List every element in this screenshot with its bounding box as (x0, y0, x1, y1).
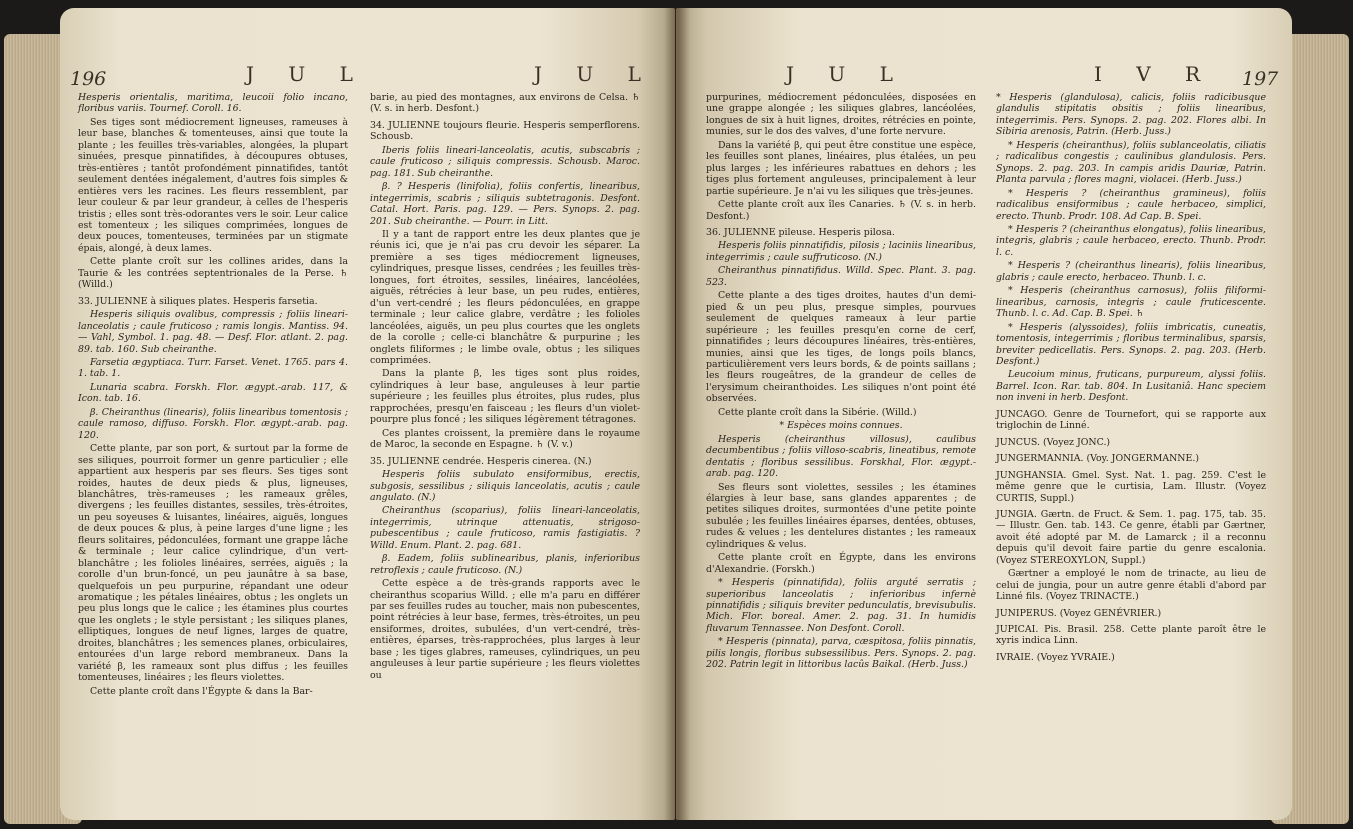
paragraph: Cheiranthus pinnatifidus. Willd. Spec. Plant. 3. pag. 523. (706, 265, 976, 288)
paragraph: Hesperis orientalis, maritima, leucoii folio incano, floribus variis. Tournef. Coroll. 16. (78, 92, 348, 115)
paragraph: β. Eadem, foliis sublinearibus, planis, inferioribus retroflexis ; caule fruticoso. (N.) (370, 553, 640, 576)
paragraph: Cette espèce a de très-grands rapports avec le cheiranthus scoparius Willd. ; elle m'a paru en différer par ses feuilles rudes au toucher, mais non pubescentes, point rétrécies à leur base, fermes, très-étroites, un peu ensiformes, droites, subulées, d'un vert-cendré, très-entières, éparses, très-rapprochées, plus larges à leur base ; les tiges glabres, rameuses, cylindriques, un peu anguleuses à leur partie supérieure ; les fleurs violettes ou (370, 578, 640, 681)
paragraph: Iberis foliis lineari-lanceolatis, acutis, subscabris ; caule fruticoso ; siliquis compressis. Schousb. Maroc. pag. 181. Sub cheiranthe. (370, 144, 640, 179)
paragraph: Hesperis (cheiranthus villosus), caulibus decumbentibus ; foliis villoso-scabris, lineatibus, remote dentatis ; floribus sessilibus. Forskhal, Flor. ægypt.-arab. pag. 120. (706, 433, 976, 480)
paragraph: Farsetia ægyptiaca. Turr. Farset. Venet. 1765. pars 4. 1. tab. 1. (78, 356, 348, 380)
page-number-left: 196 (70, 68, 107, 90)
paragraph: 36. JULIENNE pileuse. Hesperis pilosa. (706, 226, 895, 238)
paragraph: Hesperis foliis subulato ensiformibus, erectis, subgosis, sessilibus ; siliquis lanceolatis, acutis ; caule angulato. (N.) (370, 469, 640, 503)
paragraph: Cette plante croît dans la Sibérie. (Willd.) (718, 406, 917, 418)
paragraph: Dans la plante β, les tiges sont plus roides, cylindriques à leur base, anguleuses à leur partie supérieure ; les feuilles plus étroites, plus rudes, plus rapprochées, presqu'en faisceau ; les fleurs d'un violet-pourpre plus foncé ; les siliques légèrement tétragones. (370, 368, 640, 426)
paragraph: 34. JULIENNE toujours fleurie. Hesperis semperflorens. Schousb. (370, 119, 640, 143)
text-column (78, 92, 348, 699)
paragraph: 33. JULIENNE à siliques plates. Hesperis farsetia. (78, 295, 318, 307)
left-page (60, 8, 675, 820)
paragraph: Ses tiges sont médiocrement ligneuses, rameuses à leur base, blanches & tomenteuses, ainsi que toute la plante ; les feuilles très-variables, alongées, la plupart sinuées, presque pinnatifides, à découpures obtuses, très-entières ; tantôt profondément pinnatifides, tantôt seulement dentées inégalement, d'autres fois simples & entières vers les racines. Les fleurs ressemblent, par leur couleur & par leur grandeur, à celles de l'hesperis tristis ; elles sont très-odorantes vers le soir. Leur calice est tomenteux ; les siliques comprimées, longues de deux pouces, tomenteuses, terminées par un stigmate épais, alongé, à deux lames. (78, 116, 348, 254)
running-head: J U L (246, 62, 367, 86)
running-head: J U L (534, 62, 655, 86)
paragraph: Cette plante a des tiges droites, hautes d'un demi-pied & un peu plus, presque simples, pourvues seulement de quelques rameaux à leur partie supérieure ; les feuilles presqu'en corne de cerf, pinnatifides ; leurs découpures linéaires, très-entières, munies, ainsi que les tiges, de longs poils blancs, particulièrement vers leurs bords, & de points saillans ; les fleurs rougeâtres, de la grandeur de celles de l'erysimum cheiranthoides. Les siliques n'ont point été observées. (706, 290, 976, 405)
paragraph: purpurines, médiocrement pédonculées, disposées en une grappe alongée ; les siliques glabres, lancéolées, longues de six à huit lignes, droites, rétrécies en pointe, munies, sur le dos des valves, d'une forte nervure. (706, 92, 976, 138)
paragraph: Il y a tant de rapport entre les deux plantes que je réunis ici, que je n'ai pas cru devoir les séparer. La première a ses tiges médiocrement ligneuses, cylindriques, presque lisses, cendrées ; les feuilles très-longues, fort étroites, sessiles, linéaires, lancéolées, aiguës, rétrécies à leur base, un peu rudes, entières, d'un vert-cendré ; les fleurs pédonculées, en grappe terminale ; leur calice glabre, verdâtre ; les folioles lancéolées, aiguës, un peu plus courtes que les onglets de la corolle ; celle-ci blanchâtre & purpurine ; les onglets filiformes ; le limbe ovale, obtus ; les siliques comprimées. (370, 228, 640, 366)
paragraph: JUPICAI. Pis. Brasil. 258. Cette plante paroît être le xyris indica Linn. (996, 624, 1266, 647)
paragraph: Cette plante, par son port, & surtout par la forme de ses siliques, pourroit former un genre particulier ; elle appartient aux hesperis par ses fleurs. Ses tiges sont roides, hautes de deux pieds & plus, ligneuses, blanchâtres, très-rameuses ; les rameaux grêles, divergens ; les feuilles distantes, sessiles, très-étroites, un peu soyeuses & luisantes, linéaires, aiguës, longues de deux pouces & plus, à peine larges d'une ligne ; les fleurs solitaires, pédonculées, formant une grappe lâche & terminale ; leur calice cylindrique, d'un vert-blanchâtre ; les folioles linéaires, serrées, aiguës ; la corolle d'un brun-foncé, un peu jaunâtre à sa base, quelquefois un peu purpurine, répandant une odeur aromatique ; les pétales linéaires, obtus ; les onglets un peu plus longs que le calice ; les étamines plus courtes que les onglets ; le style persistant ; les siliques planes, elliptiques, longues de neuf lignes, larges de quatre, droites, blanchâtres ; les semences planes, orbiculaires, entourées d'un large rebord membraneux. Dans la variété β, les rameaux sont plus diffus ; les feuilles tomenteuses, linéaires ; les fleurs violettes. (78, 443, 348, 684)
paragraph: 35. JULIENNE cendrée. Hesperis cinerea. (N.) (370, 455, 592, 467)
running-head: I V R (1094, 62, 1215, 86)
paragraph: * Hesperis (alyssoides), foliis imbricatis, cuneatis, tomentosis, integerrimis ; floribus terminalibus, sparsis, breviter pedicellatis. Pers. Synops. 2. pag. 203. (Herb. Desfont.) (996, 321, 1266, 367)
paragraph: * Hesperis (cheiranthus), foliis sublanceolatis, ciliatis ; radicalibus congestis ; caulinibus glandulosis. Pers. Synops. 2. pag. 203. In campis aridis Dauriæ, Patrin. Planta parvula ; flores magni, violacei. (Herb. Juss.) (996, 139, 1266, 186)
paragraph: β. Cheiranthus (linearis), foliis linearibus tomentosis ; caule ramoso, diffuso. Forskh. Flor. ægypt.-arab. pag. 120. (78, 406, 348, 441)
paragraph: * Hesperis ? (cheiranthus gramineus), foliis radicalibus ensiformibus ; caule herbaceo, simplici, erecto. Thunb. Prodr. 108. Ad Cap. B. Spei. (996, 187, 1266, 222)
paragraph: Gærtner a employé le nom de trinacte, au lieu de celui de jungia, pour un autre genre établi d'abord par Linné fils. (Voyez TRINACTE.) (996, 568, 1266, 603)
paragraph: β. ? Hesperis (linifolia), foliis confertis, linearibus, integerrimis, scabris ; siliquis subtetragonis. Desfont. Catal. Hort. Paris. pag. 129. — Pers. Synops. 2. pag. 201. Sub cheiranthe. — Pourr. in Litt. (370, 181, 640, 227)
page-number-right: 197 (1242, 68, 1279, 90)
text-column (996, 92, 1266, 665)
paragraph: JUNGHANSIA. Gmel. Syst. Nat. 1. pag. 259. C'est le même genre que le curtisia, Lam. Illustr. (Voyez CURTIS, Suppl.) (996, 469, 1266, 504)
paragraph: Hesperis siliquis ovalibus, compressis ; foliis lineari-lanceolatis ; caule fruticoso ; ramis longis. Mantiss. 94. — Vahl, Symbol. 1. pag. 48. — Desf. Flor. atlant. 2. pag. 89. tab. 160. Sub cheiranthe. (78, 309, 348, 355)
paragraph: IVRAIE. (Voyez YVRAIE.) (996, 651, 1115, 663)
paragraph: Dans la variété β, qui peut être constitue une espèce, les feuilles sont planes, linéaires, plus étalées, un peu plus larges ; les inférieures rabattues en dehors ; les tiges plus fortement anguleuses, principalement à leur partie supérieure. Je n'ai vu les siliques que très-jeunes. (706, 139, 976, 197)
paragraph: * Hesperis (glandulosa), calicis, foliis radicibusque glandulis stipitatis obsitis ; foliis linearibus, integerrimis. Pers. Synops. 2. pag. 202. Flores albi. In Sibiria arenosis, Patrin. (Herb. Juss.) (996, 92, 1266, 138)
paragraph: * Hesperis (pinnata), parva, cæspitosa, foliis pinnatis, pilis longis, floribus subsessilibus. Pers. Synops. 2. pag. 202. Patrin legit in littoribus lacûs Baikal. (Herb. Juss.) (706, 636, 976, 671)
paragraph: Cheiranthus (scoparius), foliis lineari-lanceolatis, integerrimis, utrinque attenuatis, strigoso-pubescentibus ; caule fruticoso, ramis fastigiatis. ? Willd. Enum. Plant. 2. pag. 681. (370, 505, 640, 551)
paragraph: * Hesperis (pinnatifida), foliis arguté serratis ; superioribus lanceolatis ; inferioribus infernè pinnatifidis ; siliquis breviter pedunculatis, brevisubulis. Mich. Flor. boreal. Amer. 2. pag. 31. In humidis fluvarum Tennassee. Non Desfont. Coroll. (706, 577, 976, 634)
paragraph: Cette plante croît sur les collines arides, dans la Taurie & les contrées septentrionales de la Perse. ♄ (Willd.) (78, 256, 348, 291)
paragraph: * Hesperis ? (cheiranthus linearis), foliis linearibus, glabris ; caule erecto, herbaceo. Thunb. l. c. (996, 260, 1266, 283)
paragraph: barie, au pied des montagnes, aux environs de Celsa. ♄ (V. s. in herb. Desfont.) (370, 92, 640, 115)
paragraph: JUNCUS. (Voyez JONC.) (996, 436, 1111, 448)
paragraph: Hesperis foliis pinnatifidis, pilosis ; laciniis linearibus, integerrimis ; caule suffruticoso. (N.) (706, 240, 976, 263)
paragraph: * Hesperis (cheiranthus carnosus), foliis filiformi-linearibus, carnosis, integris ; caule fruticescente. Thunb. l. c. Ad. Cap. B. Spei. ♄ (996, 285, 1266, 320)
text-column (706, 92, 976, 673)
paragraph: JUNCAGO. Genre de Tournefort, qui se rapporte aux triglochin de Linné. (996, 408, 1266, 432)
paragraph: * Hesperis ? (cheiranthus elongatus), foliis linearibus, integris, glabris ; caule herbaceo, erecto. Thunb. Prodr. l. c. (996, 223, 1266, 258)
paragraph: JUNGIA. Gærtn. de Fruct. & Sem. 1. pag. 175, tab. 35. — Illustr. Gen. tab. 143. Ce genre, établi par Gærtner, avoit été adopté par M. de Lamarck ; il a reconnu depuis qu'il devoit faire partie du genre escalonia. (Voyez STEREOXYLON, Suppl.) (996, 508, 1266, 566)
paragraph: Cette plante croît dans l'Égypte & dans la Bar- (90, 685, 313, 697)
running-head: J U L (786, 62, 907, 86)
book-gutter (664, 8, 690, 820)
paragraph: JUNIPERUS. (Voyez GENÉVRIER.) (996, 607, 1162, 619)
text-column (370, 92, 640, 683)
paragraph: * Espèces moins connues. (779, 420, 903, 432)
paragraph: Ses fleurs sont violettes, sessiles ; les étamines élargies à leur base, sans glandes apparentes ; de petites siliques droites, surmontées d'une petite pointe subulée ; les feuilles linéaires éparses, dentées, obtuses, rudes & velues ; les dentelures distantes ; les rameaux cylindriques & velus. (706, 481, 976, 550)
right-page (676, 8, 1292, 820)
paragraph: Cette plante croît en Égypte, dans les environs d'Alexandrie. (Forskh.) (706, 552, 976, 575)
paragraph: Ces plantes croissent, la première dans le royaume de Maroc, la seconde en Espagne. ♄ (V. v.) (370, 427, 640, 451)
paragraph: Cette plante croît aux îles Canaries. ♄ (V. s. in herb. Desfont.) (706, 199, 976, 222)
paragraph: Leucoium minus, fruticans, purpureum, alyssi foliis. Barrel. Icon. Rar. tab. 804. In Lusitaniâ. Hanc speciem non inveni in herb. Desfont. (996, 369, 1266, 404)
paragraph: JUNGERMANNIA. (Voy. JONGERMANNE.) (996, 453, 1199, 465)
paragraph: Lunaria scabra. Forskh. Flor. ægypt.-arab. 117, & Icon. tab. 16. (78, 381, 348, 405)
